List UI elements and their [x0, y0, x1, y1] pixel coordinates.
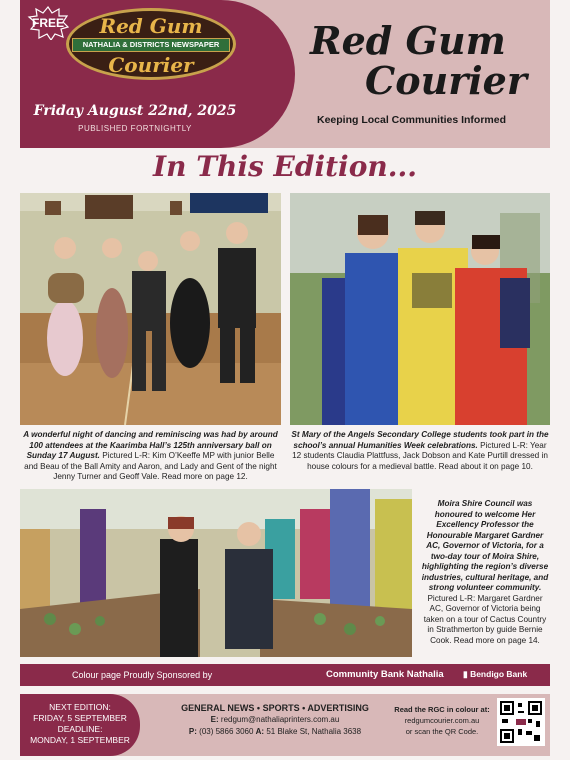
next-edition-date: FRIDAY, 5 SEPTEMBER — [33, 713, 127, 723]
bendigo-bank-label: Bendigo Bank — [470, 669, 528, 679]
footer-sections: GENERAL NEWS • SPORTS • ADVERTISING — [181, 703, 369, 713]
next-edition-panel — [20, 694, 140, 756]
cactus-caption — [420, 499, 550, 646]
read-online-line: Read the RGC in colour at: — [394, 705, 490, 714]
masthead-title-line1: Red Gum — [310, 18, 506, 63]
free-badge — [27, 6, 69, 40]
website-link[interactable]: redgumcourier.com.au — [404, 716, 480, 725]
publication-frequency: PUBLISHED FORTNIGHTLY — [78, 124, 192, 133]
qr-instruction: or scan the QR Code. — [405, 727, 479, 736]
phone-address-line — [160, 726, 390, 738]
ball-photo — [20, 193, 281, 425]
deadline-date: MONDAY, 1 SEPTEMBER — [30, 735, 130, 745]
logo-top-text: Red Gum — [99, 14, 203, 38]
tagline: Keeping Local Communities Informed — [317, 114, 507, 126]
qr-code-icon — [500, 701, 542, 743]
header-brand-panel — [20, 0, 295, 148]
deadline-label: DEADLINE: — [57, 724, 103, 734]
online-info — [392, 704, 492, 737]
section-title: In This Edition... — [153, 150, 417, 183]
contact-info — [160, 702, 390, 738]
qr-code[interactable] — [497, 698, 545, 746]
newspaper-logo — [66, 8, 236, 80]
address-text: 51 Blake St, Nathalia 3638 — [266, 727, 362, 736]
cactus-country-photo — [20, 489, 412, 657]
next-edition-label: NEXT EDITION: — [49, 702, 111, 712]
students-caption-lead: St Mary of the Angels Secondary College students took part in the school’s annual Humanities Week celebrations. — [291, 430, 549, 450]
email-link[interactable]: redgum@nathaliaprinters.com.au — [220, 715, 340, 724]
students-caption-body: Pictured L-R: Year 12 students Claudia Plattfuss, Jack Dobson and Kate Purtill dressed in house colours for a medieval battle. Read about it on page 10. — [292, 440, 548, 471]
email-line — [160, 714, 390, 726]
sponsor-label: Colour page Proudly Sponsored by — [72, 670, 213, 680]
students-caption — [290, 430, 550, 472]
footer — [20, 694, 550, 756]
ball-caption-body: Pictured L-R: Kim O’Keeffe MP with junior Belle and Beau of the Ball Amity and Aaron, and Lady and Gent of the night Jenny Turner and Geoff Vale. Read more on page 12. — [24, 451, 277, 481]
phone-label: P: — [188, 727, 197, 736]
phone-number[interactable]: (03) 5866 3060 — [199, 727, 254, 736]
masthead-title-line2: Courier — [365, 58, 527, 103]
bendigo-bank-logo — [463, 669, 527, 680]
issue-date: Friday August 22nd, 2025 — [33, 103, 237, 119]
students-photo — [290, 193, 550, 425]
sponsor-bar — [20, 664, 550, 686]
cactus-caption-body: Pictured L-R: Margaret Gardner AC, Governor of Victoria being taken on a tour of Cactus Country in Strathmerton by guide Bernie Cook. Read more on page 14. — [423, 593, 547, 645]
cactus-caption-lead: Moira Shire Council was honoured to welcome Her Excellency Professor the Honourable Margaret Gardner AC, Governor of Victoria, for a two-day tour of Moira Shire, highlighting the region’s diverse industries, cultural heritage, and strong volunteer community. — [421, 499, 549, 592]
logo-band-text: NATHALIA & DISTRICTS NEWSPAPER — [72, 38, 230, 52]
ball-caption — [20, 430, 281, 483]
ball-caption-lead: A wonderful night of dancing and reminiscing was had by around 100 attendees at the Kaarimba Hall’s 125th anniversary ball on Sunday 17 August. — [23, 430, 278, 460]
email-label: E: — [210, 715, 219, 724]
free-badge-label: FREE — [31, 16, 64, 30]
bendigo-bank-icon: ▮ — [463, 669, 468, 679]
community-bank-logo: Community Bank Nathalia — [326, 669, 444, 680]
masthead-header — [20, 0, 550, 148]
address-label: A: — [255, 727, 265, 736]
logo-bottom-text: Courier — [108, 53, 194, 77]
